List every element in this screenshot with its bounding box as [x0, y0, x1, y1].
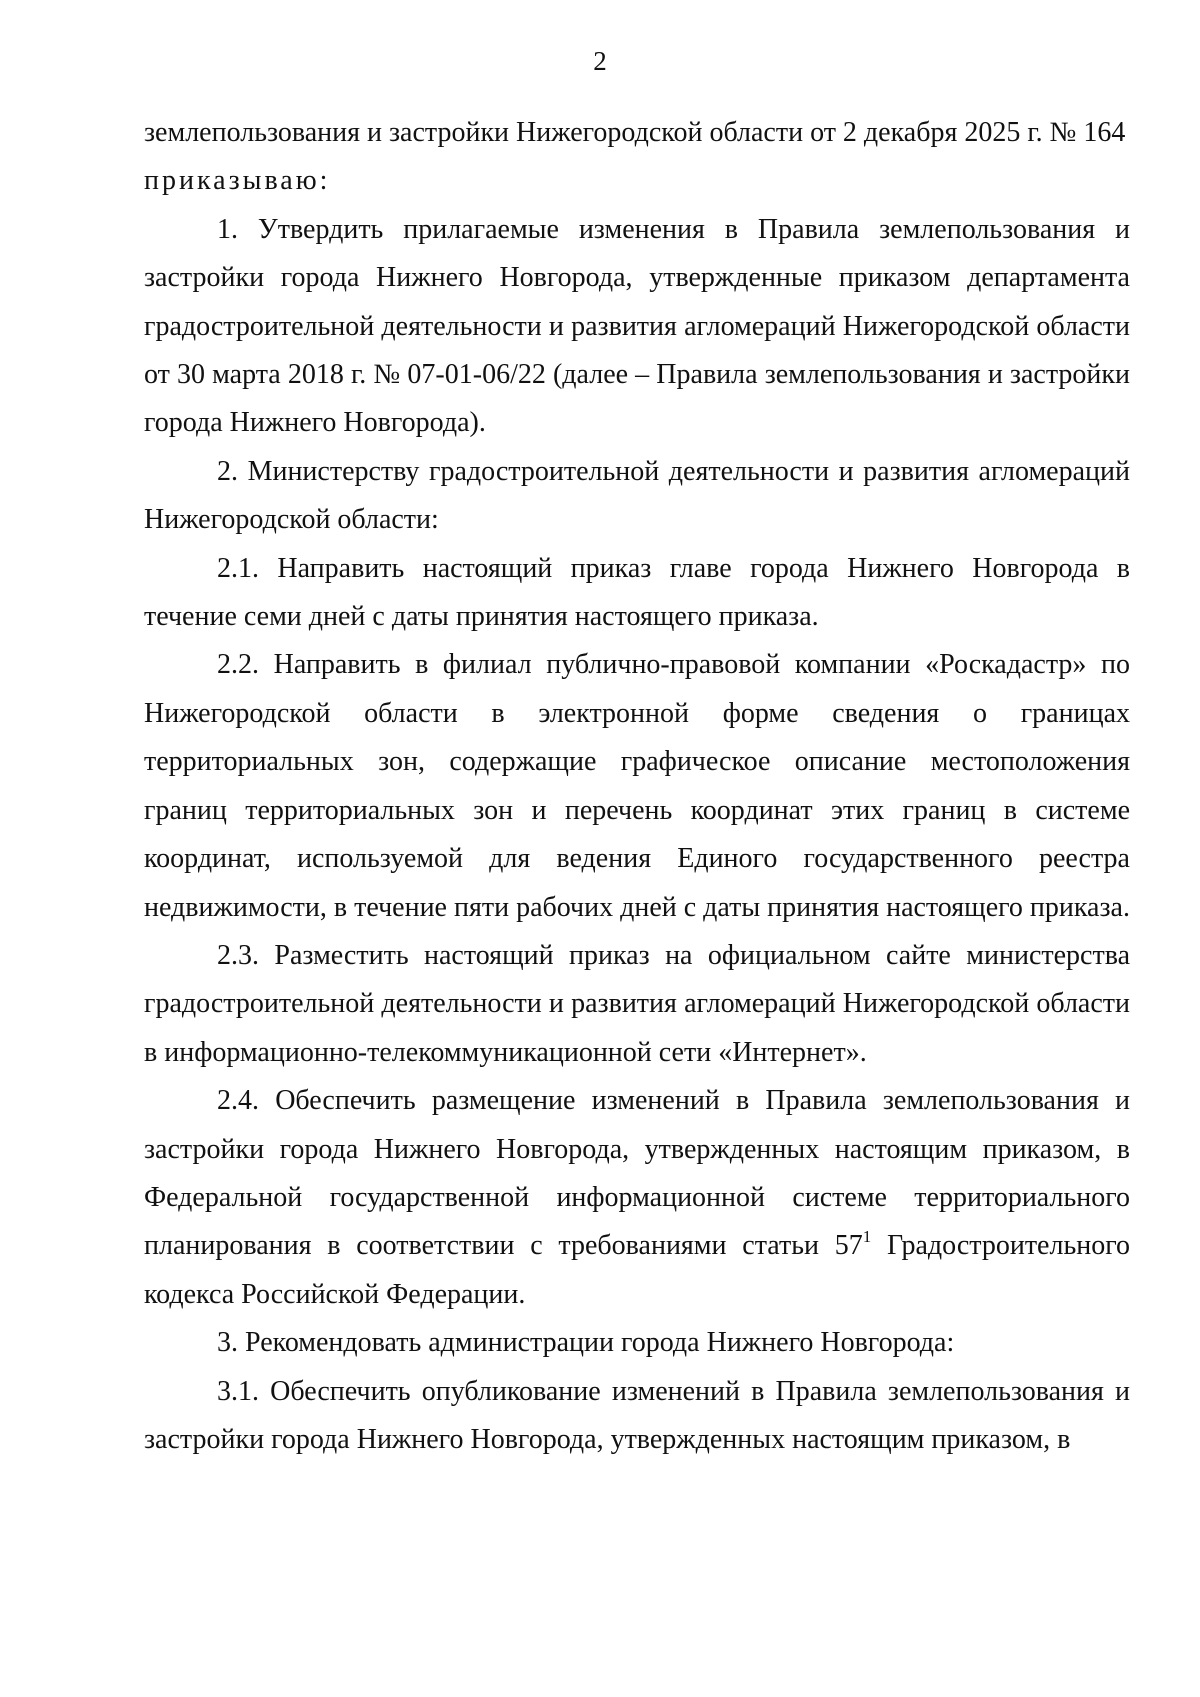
- paragraph-item-2-3: 2.3. Разместить настоящий приказ на официальном сайте министерства градостроительной деятельности и развития агломераций Нижегородской области в информационно-телекоммуникационной сети «Интернет».: [144, 939, 1130, 1068]
- paragraph-intro-continuation: землепользования и застройки Нижегородской области от 2 декабря 2025 г. № 164: [144, 117, 1126, 148]
- article-superscript: 1: [862, 1227, 872, 1247]
- paragraph-item-1: 1. Утвердить прилагаемые изменения в Правила землепользования и застройки города Нижнего Новгорода, утвержденные приказом департамента градостроительной деятельности и развития агломераций Нижегородской области от 30 марта 2018 г. № 07-01-06/22 (далее – Правила землепользования и застройки города Нижнего Новгорода).: [144, 213, 1130, 439]
- document-body: [144, 109, 1130, 1464]
- paragraph-item-2-4-tail: Градостроительного кодекса Российской Федерации.: [144, 1230, 1131, 1310]
- paragraph-item-3: 3. Рекомендовать администрации города Нижнего Новгорода:: [217, 1327, 955, 1359]
- paragraph-order-word: приказываю:: [144, 165, 331, 197]
- paragraph-item-2-2: 2.2. Направить в филиал публично-правовой компании «Роскадастр» по Нижегородской области в электронной форме сведения о границах территориальных зон, содержащие графическое описание местоположения границ территориальных зон и перечень координат этих границ в системе координат, используемой для ведения Единого государственного реестра недвижимости, в течение пяти рабочих дней с даты принятия настоящего приказа.: [144, 649, 1130, 923]
- paragraph-item-3-1: 3.1. Обеспечить опубликование изменений в Правила землепользования и застройки города Нижнего Новгорода, утвержденных настоящим приказом, в: [144, 1375, 1130, 1455]
- paragraph-item-2-4: [144, 1077, 1130, 1319]
- page-number: 2: [593, 46, 607, 76]
- paragraph-item-2: 2. Министерству градостроительной деятельности и развития агломераций Нижегородской области:: [144, 455, 1130, 536]
- paragraph-item-2-1: 2.1. Направить настоящий приказ главе города Нижнего Новгорода в течение семи дней с даты принятия настоящего приказа.: [144, 552, 1130, 633]
- paragraph-item-2-4-text: 2.4. Обеспечить размещение изменений в Правила землепользования и застройки города Нижнего Новгорода, утвержденных настоящим приказом, в Федеральной государственной информационной системе территориального планирования в соответствии с требованиями статьи 57: [144, 1085, 1130, 1262]
